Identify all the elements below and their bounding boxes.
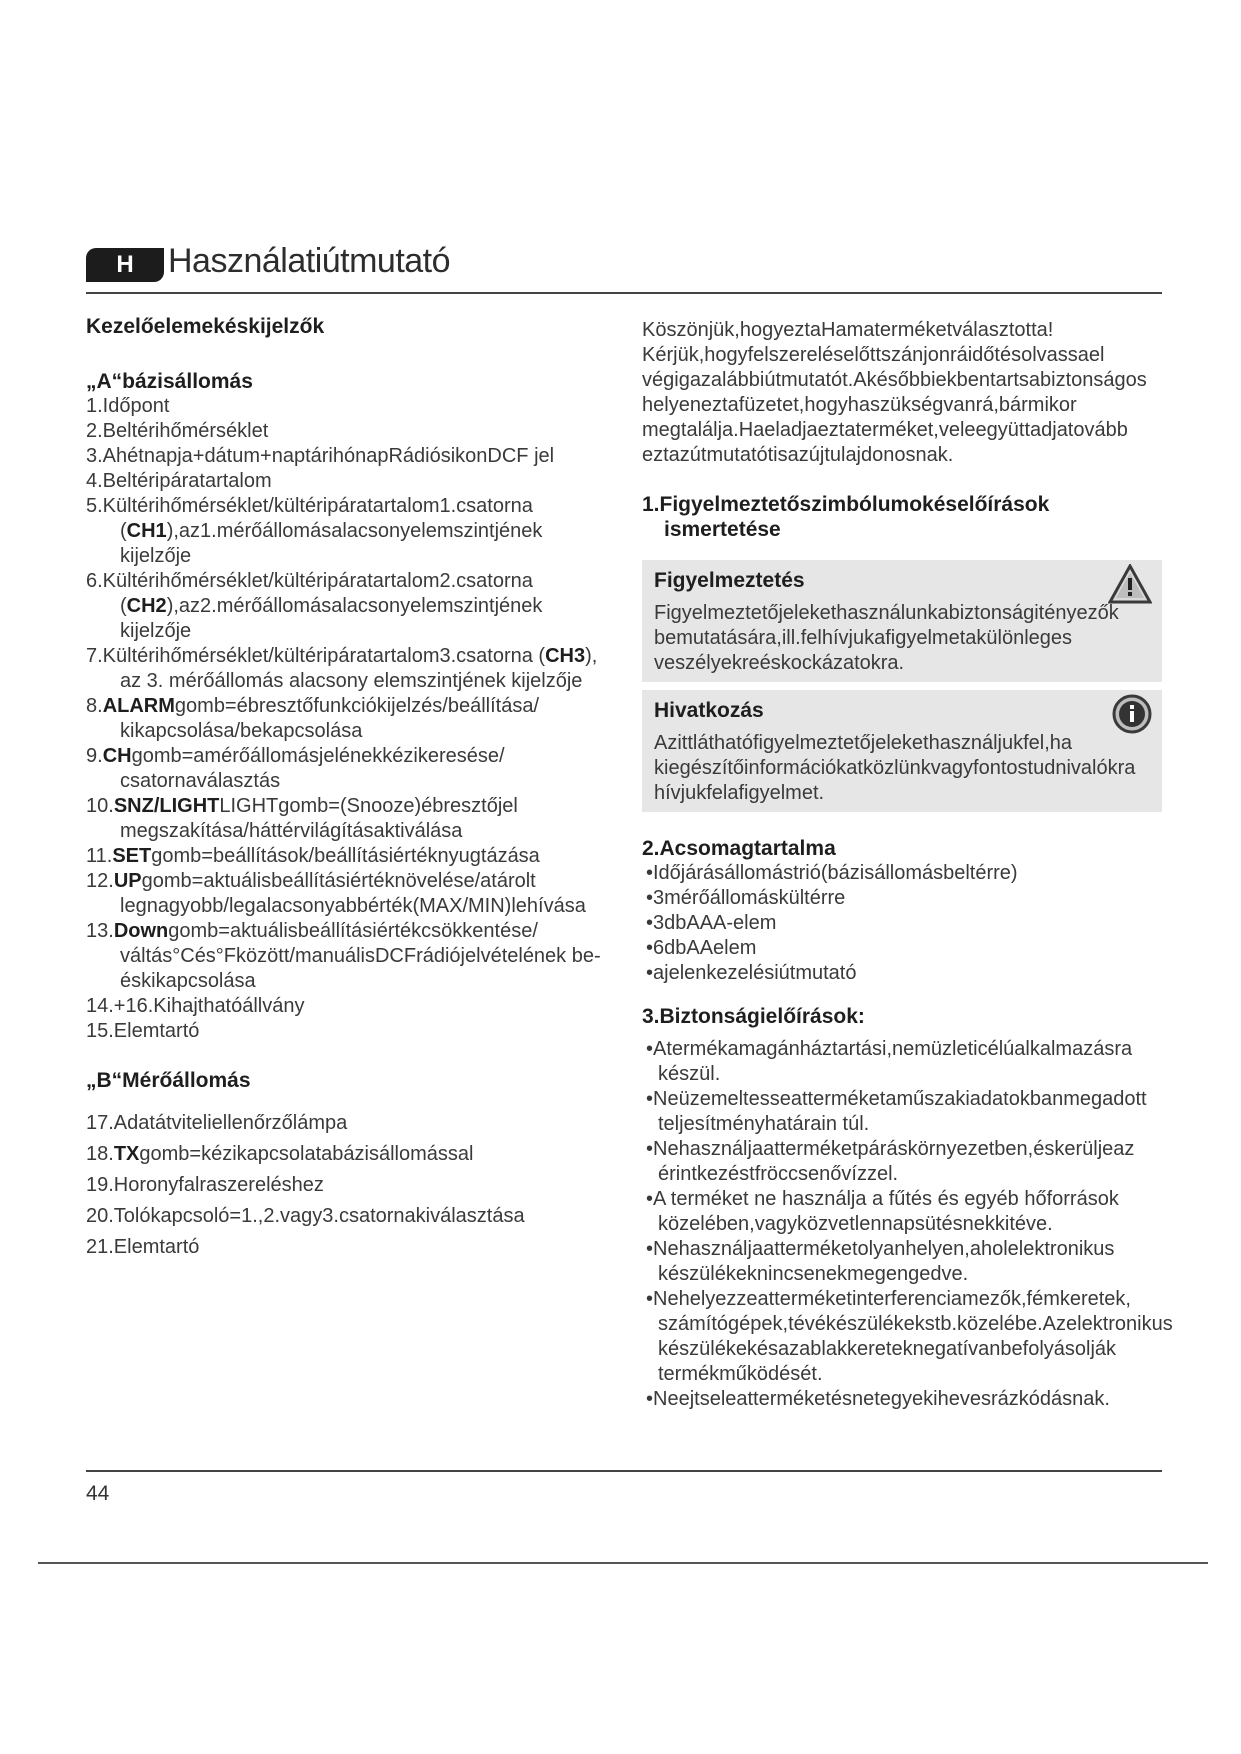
list-item: 11.SETgomb=beállítások/beállításiértéknyugtázása xyxy=(86,845,540,867)
list-item: •ajelenkezelésiútmutató xyxy=(646,962,857,984)
right-column xyxy=(642,318,1173,1412)
info-title: Hivatkozás xyxy=(654,699,764,722)
list-item: 21.Elemtartó xyxy=(86,1236,200,1258)
list-item: •A terméket ne használja a fűtés és egyéb hőforrások közelében,vagyközvetlennapsütésnekkitéve. xyxy=(646,1188,1119,1235)
list-item: 12.UPgomb=aktuálisbeállításiértéknövelése/atárolt legnagyobb/legalacsonyabbérték(MAX/MIN)lehívása xyxy=(86,870,586,917)
controls-heading: Kezelőelemekéskijelzők xyxy=(86,315,325,338)
safety-list xyxy=(642,1037,1173,1412)
list-item: •Atermékamagánháztartási,nemüzleticélúalkalmazásra készül. xyxy=(646,1038,1133,1085)
list-item: 3.Ahétnapja+dátum+naptárihónapRádiósikonDCF jel xyxy=(86,445,555,467)
page-title: Használatiútmutató xyxy=(168,242,451,280)
list-item: 1.Időpont xyxy=(86,395,170,417)
language-badge: H xyxy=(86,248,164,282)
sensor-heading: „B“Mérőállomás xyxy=(86,1069,251,1092)
intro-line: helyeneztafüzetet,hogyhaszükségvanrá,bármikor xyxy=(642,394,1077,416)
left-column xyxy=(86,314,606,1266)
base-station-list xyxy=(86,394,606,1044)
section-1-title: 1.Figyelmeztetőszimbólumokéselőírások ismertetése xyxy=(642,493,1050,541)
section-3-title: 3.Biztonságielőírások: xyxy=(642,1005,865,1028)
header-rule xyxy=(86,292,1162,294)
list-item: 2.Beltérihőmérséklet xyxy=(86,420,269,442)
list-item: •Nehelyezzeatterméketinterferenciamezők,fémkeretek, számítógépek,tévékészülékekstb.közelébe.Azelektronikus készülékekésazablakkereteknegatívanbefolyásolják termékműködését. xyxy=(646,1288,1173,1385)
intro-line: eztazútmutatótisazújtulajdonosnak. xyxy=(642,444,954,466)
intro-line: Köszönjük,hogyeztaHamaterméketválasztotta! xyxy=(642,319,1054,341)
sensor-list xyxy=(86,1111,606,1260)
list-item: 8.ALARMgomb=ébresztőfunkciókijelzés/beállítása/ kikapcsolása/bekapcsolása xyxy=(86,695,539,742)
base-station-heading: „A“bázisállomás xyxy=(86,370,253,393)
info-text: Azittláthatófigyelmeztetőjelekethasználjukfel,ha kiegészítőinformációkatközlünkvagyfontostudnivalókra hívjukfelafigyelmet. xyxy=(654,732,1136,804)
package-contents-list xyxy=(642,861,1162,986)
list-item: •Nehasználjaatterméketpáráskörnyezetben,éskerüljeaz érintkezéstfröccsenővízzel. xyxy=(646,1138,1135,1185)
intro-line: megtalálja.Haeladjaeztaterméket,veleegyüttadjatovább xyxy=(642,419,1128,441)
list-item: •Nehasználjaatterméketolyanhelyen,aholelektronikus készülékeknincsenekmegengedve. xyxy=(646,1238,1115,1285)
list-item: •3mérőállomáskültérre xyxy=(646,887,846,909)
list-item: 13.Downgomb=aktuálisbeállításiértékcsökkentése/ váltás°Cés°Fközött/manuálisDCFrádiójelvételének be-éskikapcsolása xyxy=(86,920,601,992)
list-item: 15.Elemtartó xyxy=(86,1020,200,1042)
warning-box xyxy=(642,560,1162,682)
list-item: •Időjárásállomástrió(bázisállomásbeltérre) xyxy=(646,862,1018,884)
section-2-title: 2.Acsomagtartalma xyxy=(642,837,836,860)
warning-triangle-icon xyxy=(1108,564,1152,604)
info-circle-icon xyxy=(1112,694,1152,734)
intro-line: Kérjük,hogyfelszereléselőttszánjonráidőtésolvassael xyxy=(642,344,1105,366)
list-item: 10.SNZ/LIGHTLIGHTgomb=(Snooze)ébresztőjel megszakítása/háttérvilágításaktiválása xyxy=(86,795,518,842)
intro-line: végigazalábbiútmutatót.Akésőbbiekbentartsabiztonságos xyxy=(642,369,1147,391)
list-item: 17.Adatátviteliellenőrzőlámpa xyxy=(86,1112,348,1134)
list-item: 5.Kültérihőmérséklet/kültéripáratartalom1.csatorna (CH1),az1.mérőállomásalacsonyelemszintjének kijelzője xyxy=(86,495,543,567)
info-box xyxy=(642,690,1162,812)
intro-text xyxy=(642,318,1162,468)
page-number: 44 xyxy=(86,1482,110,1505)
list-item: •Neüzemeltesseatterméketaműszakiadatokbanmegadott teljesítményhatárain túl. xyxy=(646,1088,1147,1135)
list-item: 6.Kültérihőmérséklet/kültéripáratartalom2.csatorna (CH2),az2.mérőállomásalacsonyelemszintjének kijelzője xyxy=(86,570,543,642)
list-item: 19.Horonyfalraszereléshez xyxy=(86,1174,324,1196)
list-item: •Neejtseleatterméketésnetegyekihevesrázkódásnak. xyxy=(646,1388,1110,1410)
list-item: 18.TXgomb=kézikapcsolatabázisállomással xyxy=(86,1143,474,1165)
list-item: 14.+16.Kihajthatóállvány xyxy=(86,995,305,1017)
list-item: 20.Tolókapcsoló=1.,2.vagy3.csatornakiválasztása xyxy=(86,1205,525,1227)
list-item: 7.Kültérihőmérséklet/kültéripáratartalom3.csatorna (CH3), az 3. mérőállomás alacsony elemszintjének kijelzője xyxy=(86,645,598,692)
bottom-rule xyxy=(38,1562,1208,1564)
footer-rule xyxy=(86,1470,1162,1472)
warning-text: Figyelmeztetőjelekethasználunkabiztonságitényezők bemutatására,ill.felhívjukafigyelmetakülönleges veszélyekreéskockázatokra. xyxy=(654,602,1119,674)
page-header xyxy=(86,240,1162,296)
list-item: •3dbAAA-elem xyxy=(646,912,777,934)
list-item: 4.Beltéripáratartalom xyxy=(86,470,272,492)
list-item: 9.CHgomb=amérőállomásjelénekkézikeresése/ csatornaválasztás xyxy=(86,745,505,792)
warning-title: Figyelmeztetés xyxy=(654,569,805,592)
list-item: •6dbAAelem xyxy=(646,937,757,959)
